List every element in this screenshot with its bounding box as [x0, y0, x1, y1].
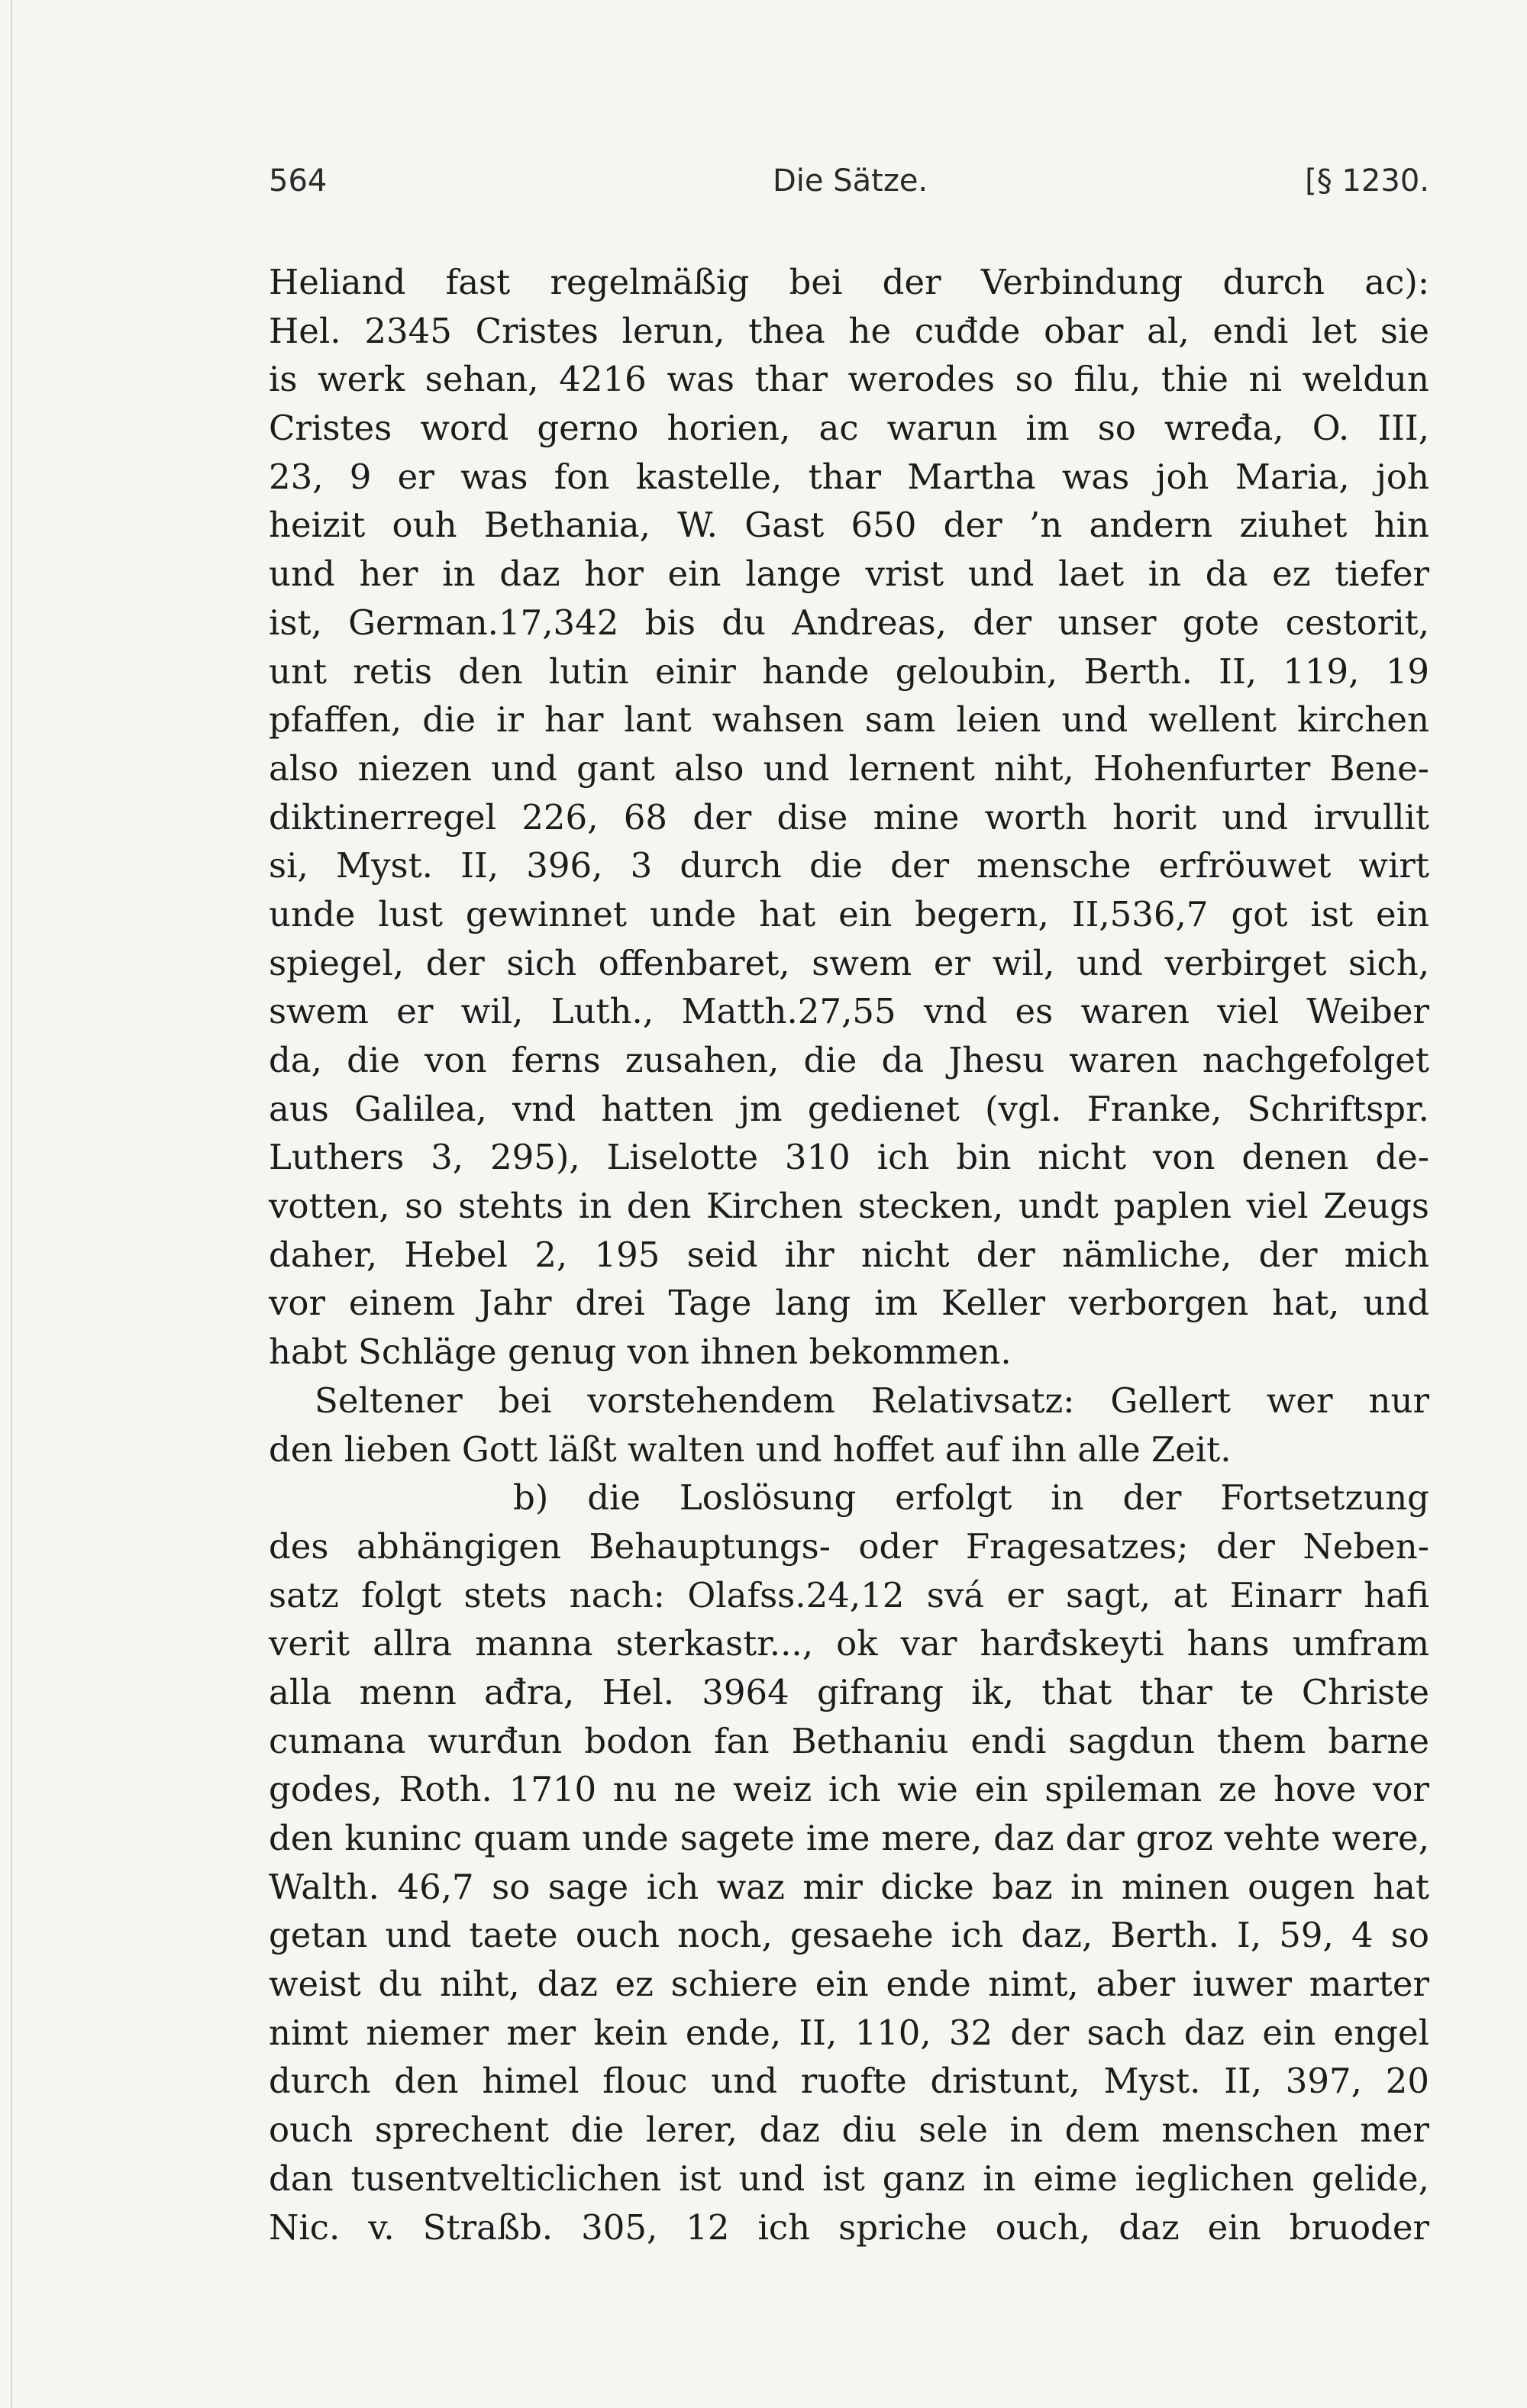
- text-line: Nic. v. Straßb. 305, 12 ich spriche ouch, daz ein bruoder: [269, 2206, 1429, 2248]
- text-line: verit allra manna sterkastr..., ok var harđskeyti hans umfram: [269, 1623, 1429, 1664]
- scan-edge-line: [11, 0, 12, 2408]
- text-line: aus Galilea, vnd hatten jm gedienet (vgl. Franke, Schriftspr.: [269, 1088, 1429, 1129]
- text-line: godes, Roth. 1710 nu ne weiz ich wie ein spileman ze hove vor: [269, 1769, 1429, 1810]
- running-head: [269, 163, 1429, 209]
- text-line: Luthers 3, 295), Liselotte 310 ich bin nicht von denen de-: [269, 1137, 1429, 1178]
- text-line: unde lust gewinnet unde hat ein begern, II,536,7 got ist ein: [269, 893, 1429, 934]
- text-line: getan und taete ouch noch, gesaehe ich daz, Berth. I, 59, 4 so: [269, 1915, 1429, 1956]
- text-line: den lieben Gott läßt walten und hoffet auf ihn alle Zeit.: [269, 1428, 1232, 1470]
- text-line: habt Schläge genug von ihnen bekommen.: [269, 1332, 1012, 1373]
- text-line: swem er wil, Luth., Matth.27,55 vnd es waren viel Weiber: [269, 991, 1429, 1032]
- text-line: vor einem Jahr drei Tage lang im Keller verborgen hat, und: [269, 1283, 1429, 1324]
- text-line: Walth. 46,7 so sage ich waz mir dicke baz in minen ougen hat: [269, 1866, 1429, 1907]
- text-line: weist du niht, daz ez schiere ein ende nimt, aber iuwer marter: [269, 1964, 1429, 2005]
- text-line: diktinerregel 226, 68 der dise mine worth horit und irvullit: [269, 796, 1429, 838]
- text-line: den kuninc quam unde sagete ime mere, daz dar groz vehte were,: [269, 1818, 1429, 1858]
- text-line: votten, so stehts in den Kirchen stecken, undt paplen viel Zeugs: [269, 1186, 1429, 1227]
- text-line: nimt niemer mer kein ende, II, 110, 32 der sach daz ein engel: [269, 2012, 1429, 2053]
- text-line: ist, German.17,342 bis du Andreas, der unser gote cestorit,: [269, 602, 1429, 643]
- text-line: is werk sehan, 4216 was thar werodes so filu, thie ni weldun: [269, 359, 1429, 400]
- text-line: 23, 9 er was fon kastelle, thar Martha was joh Maria, joh: [269, 456, 1429, 497]
- page-title: Die Sätze.: [773, 163, 928, 199]
- body-text: [269, 258, 1429, 2251]
- text-line: alla menn ađra, Hel. 3964 gifrang ik, that thar te Christe: [269, 1671, 1429, 1712]
- text-line: also niezen und gant also und lernent niht, Hohenfurter Bene-: [269, 747, 1429, 789]
- text-line: unt retis den lutin einir hande geloubin, Berth. II, 119, 19: [269, 650, 1429, 692]
- text-line: Hel. 2345 Cristes lerun, thea he cuđde obar al, endi let sie: [269, 310, 1429, 351]
- text-line: b) die Loslösung erfolgt in der Fortsetzung: [513, 1477, 1429, 1519]
- text-line: daher, Hebel 2, 195 seid ihr nicht der nämliche, der mich: [269, 1234, 1429, 1275]
- text-line: Heliand fast regelmäßig bei der Verbindung durch ac):: [269, 262, 1429, 302]
- text-line: si, Myst. II, 396, 3 durch die der mensche erfröuwet wirt: [269, 845, 1429, 886]
- text-line: spiegel, der sich offenbaret, swem er wil, und verbirget sich,: [269, 942, 1429, 983]
- text-line: des abhängigen Behauptungs- oder Fragesatzes; der Neben-: [269, 1525, 1429, 1567]
- text-line: Cristes word gerno horien, ac warun im so wređa, O. III,: [269, 408, 1429, 449]
- text-line: und her in daz hor ein lange vrist und laet in da ez tiefer: [269, 554, 1429, 595]
- text-line: satz folgt stets nach: Olafss.24,12 svá er sagt, at Einarr hafi: [269, 1574, 1429, 1616]
- text-line: heizit ouh Bethania, W. Gast 650 der ’n andern ziuhet hin: [269, 505, 1429, 546]
- text-line: durch den himel flouc und ruofte dristunt, Myst. II, 397, 20: [269, 2061, 1429, 2102]
- text-line: cumana wurđun bodon fan Bethaniu endi sagdun them barne: [269, 1720, 1429, 1761]
- text-line: da, die von ferns zusahen, die da Jhesu waren nachgefolget: [269, 1040, 1429, 1080]
- page-number: 564: [269, 163, 328, 199]
- section-marker: [§ 1230.: [1305, 163, 1429, 199]
- text-line: ouch sprechent die lerer, daz diu sele in dem menschen mer: [269, 2109, 1429, 2151]
- text-line: Seltener bei vorstehendem Relativsatz: Gellert wer nur: [315, 1380, 1429, 1421]
- text-line: pfaffen, die ir har lant wahsen sam leien und wellent kirchen: [269, 699, 1429, 741]
- text-line: dan tusentvelticlichen ist und ist ganz in eime ieglichen gelide,: [269, 2158, 1429, 2199]
